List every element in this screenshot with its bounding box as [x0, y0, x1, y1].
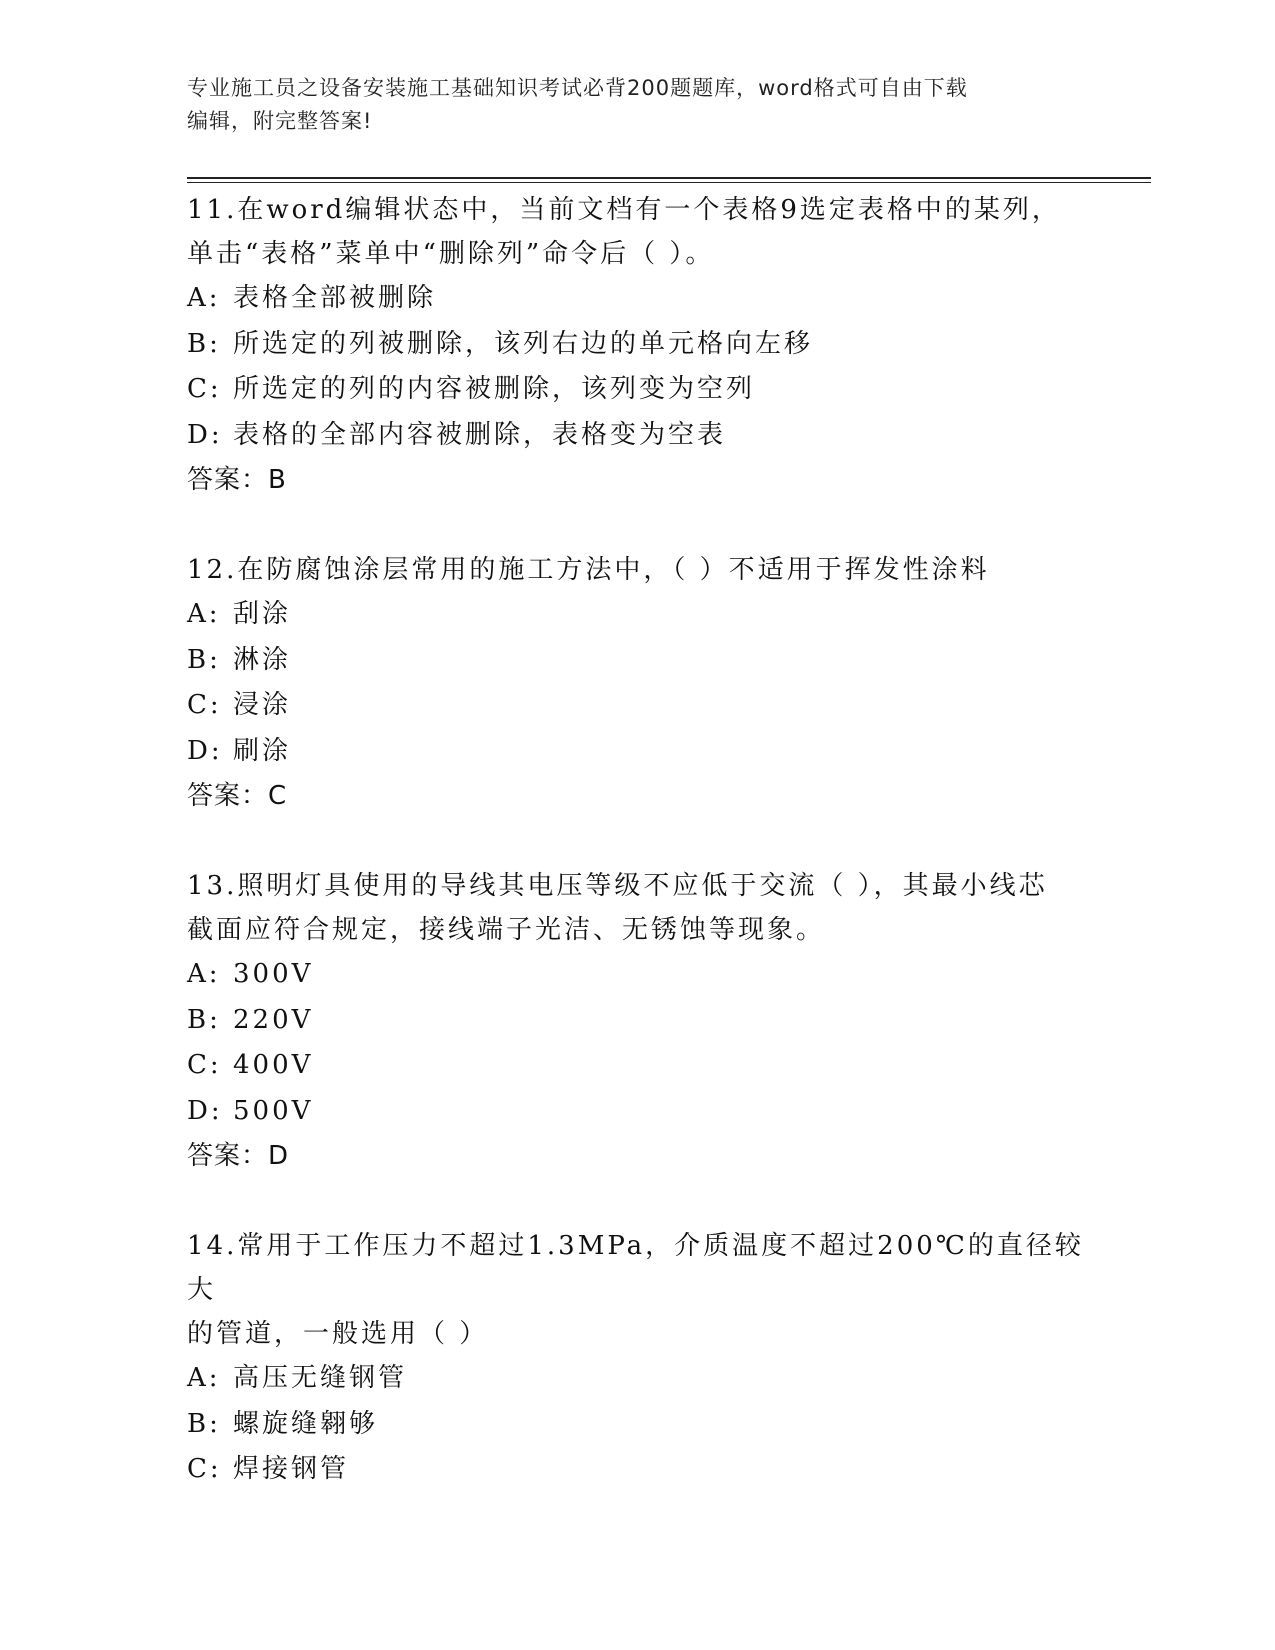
- option-d: [187, 1089, 1087, 1135]
- option-a: [187, 952, 1087, 998]
- question-13: [187, 864, 1087, 1179]
- option-text: 淋涂: [233, 644, 292, 675]
- option-text: 表格全部被删除: [233, 283, 437, 313]
- question-12: [187, 548, 1087, 819]
- option-c: [187, 1043, 1087, 1089]
- option-a: [187, 276, 1087, 322]
- header-line-1: 专业施工员之设备安装施工基础知识考试必背200题题库，word格式可自由下载: [187, 76, 968, 100]
- option-letter: B:: [187, 1408, 221, 1439]
- question-14: [187, 1224, 1087, 1493]
- option-text: 浸涂: [233, 690, 292, 720]
- option-a: [187, 592, 1087, 638]
- option-letter: A:: [187, 283, 221, 313]
- question-spacer: [187, 503, 1087, 548]
- option-b: [187, 1402, 1087, 1448]
- question-list: [187, 188, 1087, 1493]
- option-c: [187, 683, 1087, 729]
- header-line-2: 编辑，附完整答案!: [187, 109, 373, 133]
- option-text: 表格的全部内容被删除，表格变为空表: [233, 419, 727, 450]
- answer-line: 答案：B: [187, 465, 287, 495]
- option-letter: A:: [187, 599, 221, 629]
- option-letter: D:: [187, 735, 223, 766]
- option-b: [187, 638, 1087, 684]
- header-divider-thick: [187, 177, 1151, 179]
- option-text: 220V: [233, 1004, 314, 1035]
- question-stem-line: 单击“表格”菜单中“删除列”命令后（ ）。: [187, 239, 715, 269]
- option-b: [187, 998, 1087, 1044]
- header-divider-thin: [187, 182, 1151, 183]
- option-text: 焊接钢管: [233, 1454, 350, 1484]
- option-text: 刮涂: [233, 599, 292, 629]
- option-letter: C:: [187, 374, 222, 404]
- question-11: [187, 188, 1087, 503]
- option-text: 300V: [233, 959, 314, 989]
- answer-line: 答案：C: [187, 781, 288, 811]
- option-letter: D:: [187, 1095, 223, 1126]
- question-spacer: [187, 819, 1087, 864]
- option-text: 所选定的列被删除，该列右边的单元格向左移: [233, 328, 814, 359]
- option-text: 刷涂: [233, 735, 292, 766]
- question-spacer: [187, 1179, 1087, 1224]
- option-letter: C:: [187, 1454, 222, 1484]
- document-header: [187, 72, 1067, 138]
- question-stem-line: 的管道，一般选用（ ）: [187, 1319, 489, 1349]
- option-b: [187, 322, 1087, 368]
- option-text: 螺旋缝翱够: [233, 1408, 379, 1439]
- option-letter: B:: [187, 1004, 221, 1035]
- option-letter: D:: [187, 419, 223, 450]
- option-letter: A:: [187, 1363, 221, 1393]
- option-letter: C:: [187, 1050, 222, 1080]
- question-stem-line: 13.照明灯具使用的导线其电压等级不应低于交流（ ），其最小线芯: [187, 871, 1048, 901]
- option-d: [187, 413, 1087, 459]
- option-text: 500V: [233, 1095, 314, 1126]
- option-letter: B:: [187, 328, 221, 359]
- option-text: 高压无缝钢管: [233, 1363, 408, 1393]
- option-text: 400V: [233, 1050, 314, 1080]
- question-stem-line: 11.在word编辑状态中，当前文档有一个表格9选定表格中的某列，: [187, 195, 1061, 225]
- option-letter: B:: [187, 644, 221, 675]
- option-letter: C:: [187, 690, 222, 720]
- option-d: [187, 729, 1087, 775]
- question-stem-line: 截面应符合规定，接线端子光洁、无锈蚀等现象。: [187, 915, 826, 945]
- question-stem-line: 14.常用于工作压力不超过1.3MPa，介质温度不超过200℃的直径较大: [187, 1231, 1084, 1305]
- option-c: [187, 1447, 1087, 1493]
- option-text: 所选定的列的内容被删除，该列变为空列: [233, 374, 756, 404]
- option-c: [187, 367, 1087, 413]
- answer-line: 答案：D: [187, 1141, 290, 1171]
- question-stem-line: 12.在防腐蚀涂层常用的施工方法中，（ ）不适用于挥发性涂料: [187, 555, 990, 585]
- option-letter: A:: [187, 959, 221, 989]
- option-a: [187, 1356, 1087, 1402]
